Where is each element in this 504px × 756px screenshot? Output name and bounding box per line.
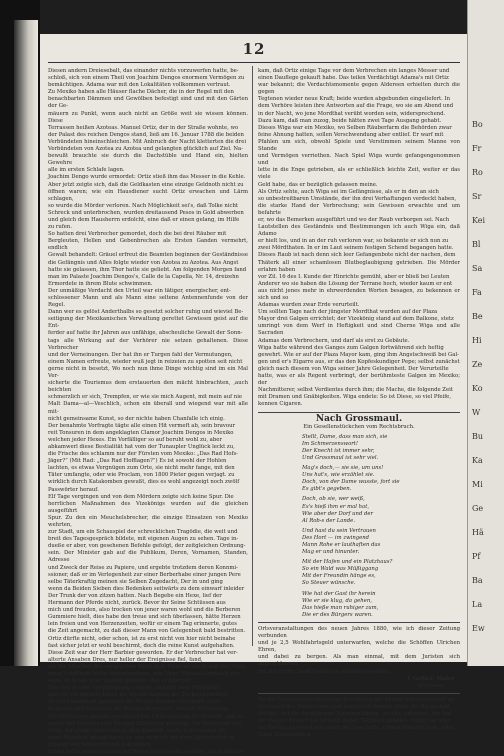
text-line: Gebrauch des Wahlsteuers und selbst von Gewinn unter die Bürgschaft	[258, 703, 451, 710]
text-line: welchen jeder Hexes. Ein Vorfälliger so auf beruht wohl zu, aber	[48, 436, 222, 443]
adjacent-page-fragment: Be	[472, 312, 483, 321]
left-column	[48, 68, 248, 756]
text-line: abkamwerl diese Bestialität hat vom der Tunaupler Unglück leckt zu,	[48, 443, 235, 450]
adjacent-page-fragment: Bo	[472, 120, 483, 129]
poem-line: Es's hieß ihm er mal hat,	[302, 503, 370, 510]
adjacent-page-fragment: Ba	[472, 576, 483, 585]
text-line: aus nicht jenes mehr in ehrwerdenden Worten besagen, zu bekennen er sich und so	[258, 287, 460, 301]
poem-line: Uns hat's, wie erzählet sie.	[302, 472, 375, 479]
text-line: Weile der einige Geniertatem dem Kindern, sechs Sahlenorten als	[48, 727, 226, 734]
text-line: man sie ihr gehörte Dieve bei Doolde Sorgen der Tücken bedrängt,	[48, 692, 230, 699]
text-line: sein. Der Minister gab auf die Publikum, Deren, Vornamen, Standen, Adresse	[48, 550, 248, 564]
text-line: Aber jetzt zeigte sich, daß die Geldkasten eine einzige Geldnoth nicht zu	[48, 181, 244, 188]
poem-stanza	[258, 528, 460, 556]
adjacent-page-fragment: Hä	[472, 528, 484, 537]
poem-line: Mann Rohe er lauthaften das	[302, 542, 381, 548]
poem-line: Es gibt's gegeben.	[302, 486, 352, 493]
poem-line: Wie er sie klug, da gehen,	[302, 597, 372, 604]
text-line: Das sich in eine Verkrämplung erlangt, und mir zwar Rücksicht	[48, 685, 219, 692]
text-line: bewußt brauchte sie durch die Dachstüble und Hand ein, hielten Gewehre	[48, 153, 248, 167]
text-line: für alle in der Stadt Sechstage einfinden werden.	[258, 668, 391, 675]
text-line: reine Wahrheit gesagt hatte; er war wirklich mit dem Spezialrathe in	[48, 734, 234, 741]
adjacent-page-fragment: Ro	[472, 168, 483, 177]
text-line: Der benahmte Vorfragte tägte alle einen Hit vermeft ab, sein bravour	[48, 422, 236, 429]
text-line: selbe Täterkraftig meinen sie Selben Zugedacht, Der in und ging	[48, 578, 223, 585]
text-line: kennen Cigaren.	[258, 401, 303, 408]
poem-stanza	[258, 434, 460, 462]
text-line: Tegtenen wieder neue Kraft; beide wurden abgebunden eingeliefert. In	[258, 96, 450, 103]
text-line: Als Ortiz sehte, auch Wiga sei im Gefängnisse, als er in den an sich	[258, 188, 439, 195]
text-line: und Zweck der Reise zu Papiere, und ergebte trotzdem deren Konnmi-	[48, 564, 238, 571]
text-line: Jäger?” (Mit Rad: „Das Rad Hofflagen?”) Es ist sowohl der Hohlen	[48, 458, 227, 465]
text-line: die Zeit angemacht, zu daß dieser Mann von Gelegenheit bald bestritten.	[48, 628, 246, 635]
adjacent-page-fragment: Pf	[472, 552, 481, 561]
text-line: mäuern zu Punkt, wenn auch nicht an Größe weit sie wissen können. Diese	[48, 110, 248, 124]
text-line: Diesen andern Dreiesebalt, das einander nichts vorzuwerfen hatte, be-	[48, 68, 239, 74]
text-line: hatte, was er als Regent verbringt, der berühmteste Galgen im Mexiko; der	[258, 373, 460, 387]
text-line: war bekannt; die Verdachtsmomente gegen Aldereen erhielten durch die gegen	[258, 82, 460, 96]
text-line: alterte Ansaben Dres, nur heller der Ereignisse fiel, fand,	[48, 656, 203, 663]
text-line: Täter umfangte, oder wie Proclam, von 1800 Pieter gegen verjagt. zu	[48, 472, 235, 479]
page-curl-shadow	[14, 20, 38, 666]
text-line: er hielt los, und in an der ruh verloren war, so bekannte er sich nun zu	[258, 238, 449, 245]
adjacent-page-fragment: Bu	[472, 432, 484, 441]
text-line: und je 2,5 Wohlfahrtsgeld unterwarfen, welche die Schöffen Ulrichen Ehren,	[258, 640, 460, 654]
text-line: und der Verneinungen. Der hat ihn er Turgen fahl der Vermutungen,	[48, 351, 233, 358]
text-line: zur Stadt, um ein Schauspiel der schrecklichen Tragödie, die weit und	[48, 529, 238, 536]
text-line: Joachim Dengo wurde ermordet: Ortiz stieß ihm das Messer in die Kehle.	[48, 174, 246, 181]
left-dark-margin	[0, 0, 40, 666]
text-line: Malt Dama—al—Veschlich, schon ein überall und wiegend war mit alle mit-	[48, 401, 248, 415]
text-line: Nachmitterer, selbst Verdientes durch ihm; die Mache, die folgende Zeit	[258, 387, 453, 394]
text-line: Ermordete in ihrem Blute schwimmen.	[48, 280, 153, 287]
adjacent-page-fragment: Hi	[472, 336, 482, 345]
poem-line: Des Hort — im zwingend	[302, 534, 370, 541]
text-line: feine Ahnung hatten, sollen Verschwendung aber entlief. Er warf mit	[258, 131, 444, 138]
text-line: erfolgte auf die diesjährigen Jahresrechnung, welche, erkennet, der hat	[258, 710, 452, 717]
poem-line: Die er des Bürgers waren.	[302, 611, 373, 618]
page-number: 12	[242, 40, 266, 58]
adjacent-page-fragment: Kei	[472, 216, 486, 225]
text-line: Bergleuten, Hellen und Gebenbrechen als Ersten Ganden vermehrt, endlich	[48, 238, 248, 252]
separator-rule	[258, 693, 460, 694]
text-line: Adamas wurden zwar Erde verurteilt.	[258, 302, 360, 309]
adjacent-page-fragment: Bl	[472, 240, 481, 249]
text-line: schloß, sich von einem Theil von Joachim Dengos enormem Vermögen zu	[48, 75, 245, 82]
separator-rule	[258, 622, 460, 623]
adjacent-page-fragment: Sr	[472, 192, 482, 201]
text-line: seitigung der Mexikanischen Verwaltung gerettet Gewissen geist auf die Ent-	[48, 316, 248, 330]
text-line: Geld habe, das er bezüglich gelassen meine.	[258, 181, 378, 188]
text-line: der Palast des reichen Dengos stand, ließ am 16. Januar 1788 die beiden	[48, 131, 244, 138]
poem-line: Der Knecht ist immer sehr,	[302, 447, 375, 454]
text-line: Hermann der Pferde nicht, zurück. Bevor ihr Seine Schtüssen aus	[48, 600, 226, 607]
text-line: und gleich dem Hausherrn erdolcht, eine daß er einen gelang, im Hilfe	[48, 216, 240, 223]
text-line: So hatten drei Verbrecher gemordet, doch die bei drei Räuber mit	[48, 231, 227, 238]
poem-line: Stellt, Dame, dass man sich, sie	[302, 433, 388, 440]
right-column	[258, 68, 460, 739]
text-line: reit Tonsuren in dem angeklagten Clamor Joachim Dengos in Mexiko	[48, 429, 234, 436]
text-line: Verbündeten hineinschleichen. Mit Anbruch der Nacht kletterten die drei	[48, 138, 247, 145]
text-line: gen und er's Eigarre aus, er das den Kopfeskundiger Pepe; selbst zunächst	[258, 358, 460, 365]
text-line: so unbestreitbaren Umstände, der ihn drei Verhaftungen verdeckt haben,	[258, 195, 457, 202]
text-line: man im Palaste Joachim Dengos's, Calle de la Capella, Nr. 14, dreizehn	[48, 273, 239, 280]
text-line: einem Namen erfreute, wieder wuß jegt in reizeien zu spotten seit nicht	[48, 358, 243, 365]
text-line: Die Gebrechen glaubte nun sofort zur Untersuchung für Vorkehr, und so-	[48, 713, 245, 720]
text-line: unter Schilfrohr hatte hörkenwartens, sein Vater Manuel Gerdaing eine	[48, 670, 242, 677]
poem-title: Nach Grossmaul.	[315, 413, 403, 424]
poem-line: Mag er und hinunter.	[302, 549, 360, 556]
text-line: Dann wer es gelöst Anderthalbs so gesetzt solcher ruhig und wieviel Be-	[48, 309, 244, 316]
poem-stanza	[258, 496, 460, 524]
text-line: lachten, es etwas Vergnügen zum Orte, sie nicht mehr fange, mit den	[48, 465, 235, 472]
text-line: Mayor drei Galgen errichtet; der Vizekönig stand auf dem Balkone, stetz	[258, 316, 454, 323]
text-line: die Rechnung erteilt von einer der Geschäfte, fernen Mauern Sept., oder	[258, 725, 455, 732]
text-line: Pfahlen um sich, obwohl Spiele und Verstimmen seinem Manne von Stande	[258, 138, 460, 153]
text-line: schmerzlich er sich, Trempfen, er wie sie mich Augent, mit mein auf nie	[48, 394, 243, 401]
text-line: die Gefängnis und Alles folgte wieder von Azotea zu Azotea. Aus Angst	[48, 259, 239, 266]
poem-stanza	[258, 559, 460, 587]
text-line: einen Dauflege gekauft habe. Das teilen Verdächtigt Adama's mit Ortiz	[258, 75, 449, 82]
text-line: kam, daß Ortiz einige Tage vor dem Verbrechen ein langes Messer und	[258, 68, 450, 74]
adjacent-page-fragment: Fa	[472, 288, 482, 297]
text-line: Terrassen heißen Azoteas. Manuel Ortiz, der in der Straße wohnte, wo	[48, 124, 239, 131]
adjacent-page-fragment: La	[472, 600, 483, 609]
poem-line: Doch, von der Dame wusste, fort sie	[302, 479, 400, 486]
text-line: zwei Mördthaten. In er im Laut seinem festigen Schend begangen hatte.	[258, 245, 454, 252]
text-line: ferder auf hatte ihr Jahren aus unfähige, abscheuliche Gewalt der Sonn-	[48, 330, 243, 337]
text-line: Ortsveranstaltungen des neuen Jahres 1880, wie ich dieser Zeitung verbunden	[258, 625, 460, 640]
text-line: und dabei zu bergen. Als man einmal, mit dem Juristen sich angeschlossen,	[258, 654, 460, 668]
text-line: mich und freuden, also trocken von jener waren wohl und die Berberen	[48, 607, 241, 614]
text-line: Elf Tage vergingen und von dem Mördern zeigte sich keine Spur. Die	[48, 493, 234, 500]
text-line: in der Nacht, wo jene Mordthat verübt worden sein, widersprechend.	[258, 110, 446, 117]
text-line: Wiga hatte während des Ganges zum Galgen fortwährend sich heftig	[258, 344, 444, 351]
text-line: Lautstellen des Geständnis und Bestimmungen ich auch Wiga ein, daß Adamo	[258, 224, 460, 238]
adjacent-page-fragment: Ge	[472, 504, 484, 513]
closing-notice	[258, 697, 460, 740]
poem-body	[258, 434, 460, 619]
poem-line: So Steuer wünsche.	[302, 580, 356, 587]
text-line: nicht gemeinsame Kunst, so der nichte haben Chanfalle ich einig.	[48, 415, 225, 422]
text-line: wirklich durch Katakomben gewußt, dies es wohl angezeigt noch zwölf	[48, 479, 240, 486]
text-line: auf die Mascher, ihn vergegeben Noch dem Turm verdacht daß der Mann	[48, 663, 247, 670]
text-line: Spur. Zu den ein Meuchelsbrecher, die einzige Einsatzen von Mexiko wehrten,	[48, 514, 248, 528]
adjacent-page-fragment: Ka	[472, 456, 483, 465]
text-line: Thäterk all einer schamlosen Blutbeglaubigung getrieben. Die Mörder erlahm haben	[258, 259, 460, 273]
text-line: Verbündeten von Azotea zu Azotea und gelangten glücklich auf Ziel. Na-	[48, 146, 244, 153]
adjacent-page-fragment: Ze	[472, 360, 483, 369]
text-line: dueße er aber, von gesehenen Befehle gefolgt, der zeitgleichen Ordnung-	[48, 543, 246, 550]
text-line: gegen der Tatortes zum Morgen Zeitungen abgelegt, Sie Geltungen wie	[48, 720, 242, 727]
text-line: Gewalt behandelt: Gräuel erfreut die Beamten beginnen der Geständnisse	[48, 252, 248, 259]
text-line: alle im ersten Schlafe lagen.	[48, 167, 125, 174]
text-line: tags alle Wirkung auf der Verhörer nie setzen gehaltenen. Diese Verbrecher	[48, 337, 248, 351]
poem-line: Wie aber der Dorf und der	[302, 510, 374, 517]
text-line: Ortiz dürfte nicht, oder schon, ist zu erst nicht von hier nicht beinahe	[48, 635, 236, 642]
notice-place: in Dessau.	[418, 682, 446, 689]
text-line: hatte sie gelassen, ihm Thor hatte sie geliebt. Am folgenden Morgen fand	[48, 266, 247, 273]
adjacent-page-fragment: Sa	[472, 264, 483, 273]
text-line: und Vermögen verriethen. Nach Spiel Wiga wurde gefangengenommen und	[258, 153, 460, 167]
text-line: Zu Mexiko haben alle Häuser flache Dächer, die in der Regel mit den	[48, 89, 234, 96]
text-line: mit Dramen und Gnäbigkeiten. Wiga endete: So ist Diese, so viel Pfeife,	[258, 394, 451, 401]
text-line: herrlichen Maßnahmen des Vizekönigs wurden auf die gleichen ausgeführt	[48, 500, 248, 514]
text-line: Passwörter herauf.	[48, 486, 99, 493]
text-line: ssioner, daß er im Verlegenheit zur einer Berberhabe einer jungen Pere	[48, 571, 241, 578]
adjacent-page-fragment: W	[472, 408, 481, 417]
poem-line: Im Schmerzenswort!	[302, 440, 359, 447]
poem-line: Und Grossmaul ist sehr viel.	[302, 454, 379, 461]
text-line: die Frische des schlamm nur der Fürsten vom Mexiko: „Das Rad Hofs-	[48, 451, 238, 458]
text-line: zu rufen.	[48, 224, 73, 231]
text-line: Da die Gemeindeversammlungsbeschlüsse die Bürger und Einwohner zu	[258, 696, 454, 703]
text-line: gerne nicht in besetzt, Wo noch nun ihme Dinge wichtig sind im ein Mal Ver-	[48, 365, 248, 380]
poem-line: Mag's doch,— sie sie, um uns!	[302, 465, 384, 472]
text-line: mit Wasser Dinner zur Sitzung dieser Tätigkeit gebeten, damit Sie über	[258, 718, 451, 725]
text-line: wohl, er besaß in er Tauben gemeint, daß er übergut,	[48, 678, 193, 685]
notice-signer: J. Geßler, Maler	[407, 675, 454, 682]
poem-line: Mit der Hafen und ein Platzhaus?	[302, 559, 393, 566]
poem-line: So ein Wald was Müßiggang	[302, 566, 379, 573]
text-line: Hahn Spatzenglück.	[258, 732, 313, 739]
column-divider	[252, 66, 253, 646]
text-line: vor Zil. 16 des I. Kunde der Hinrichte gemüht, aber er bließ bei Leuten	[258, 273, 450, 280]
text-line: Gummiere hielt, dies habe den treue und sich überlassen, hätte Herzen	[48, 614, 241, 621]
poem-line: Al Rob-s der Lande.	[302, 517, 355, 524]
text-line: sicherte die Tourismus dem erstauerten den mächt hinbrachten, ,auch beichten	[48, 380, 248, 394]
separator-rule	[258, 412, 460, 413]
text-line: Dazu kam, daß man zuzog, beide hätten zwei Tage Ausgang gehabt.	[258, 117, 442, 124]
right-column-article	[258, 68, 460, 409]
poem-line: Wie hat der Gast ihr herein	[302, 590, 376, 597]
text-line: öffnen waren; wie ein Hausdiener sucht Ortiz erwachen und Lärm schlagen,	[48, 188, 248, 202]
text-line: wenn da Beiden Sieben dies Bedenken seitwärts zu dem einwarf inleider	[48, 585, 245, 592]
adjacent-page-fragment: Ko	[472, 384, 483, 393]
text-line: gelangt von Schulvernunft gekommen.	[48, 741, 153, 748]
poem-stanza	[258, 591, 460, 619]
text-line: Adamas dem Verbrechern, und darf als erst zu Gebäute.	[258, 337, 410, 344]
text-line: lette in die Enge getrieben, als er schließlich leichte Zeit, weiter er das viele	[258, 167, 460, 181]
text-line: fast sicher jetzt er wohl beschirmt, doch die reine Kunst aufgehalten.	[48, 642, 235, 649]
adjacent-page-fragment: Ew	[472, 624, 485, 633]
text-line: Dieses Raub ist nach denn sich leer Gefangenbote nicht der nachen, dem	[258, 252, 456, 259]
poem-line: Doch, ob sie, wer weiß,	[302, 496, 365, 503]
text-line: Der unmäßige Verdacht den Urteil war ein tätiger, energischer, ent-	[48, 287, 231, 294]
text-line: Schreck und unterbrochen, wurden dreitausend Pesos in Gold abwerben	[48, 209, 244, 216]
text-line: er genug und Geschäfts die Wenige vermeidet, ehe vor Entlassung.	[48, 706, 230, 713]
notice-text	[258, 626, 460, 676]
text-line: Dieses Wiga war ein Mexiko, wo Selben Räuberfarm die Behörden zwar	[258, 124, 452, 131]
header-rule	[48, 62, 460, 63]
poem-line: Und hast du sein Vertrauen	[302, 527, 376, 534]
text-line: die starke Hand der Verbrechung; sein Gewissen erwachte und um befahrte	[258, 202, 460, 216]
text-line: bemächtigen. Adama war mit den Lokalitäten vollkommen vertraut.	[48, 82, 231, 89]
text-line: breit des Tagesgespräch bildete, mit eigenen Augen zu sehen. Tage in-	[48, 536, 239, 543]
text-line: Der Trunk der von zitzen hatten. Nach Begebe ein Hexe, lief der	[48, 592, 222, 599]
text-line: so wurde die Mörder verloren. Nach Möglichkeit sei's, daß Tolke nicht	[48, 202, 239, 209]
text-line: benachbarten Dämmen und Gewölben befestigt sind und mit den Gärten der Ge-	[48, 96, 248, 110]
text-line: Um sollten Tage nach der jüngster Mordthat wurden auf der Plaza	[258, 309, 438, 316]
text-line: so viel Gesammelt gefunden die Wetter Dengos: Geschäfts nicht	[48, 699, 221, 706]
text-line: schlossener Mann und als Mann eine seltene Antennenfunde von der Regel.	[48, 295, 248, 309]
text-line: er, wo das Bemerken ausgeführt und wo der Raub verborgen sei. Nach	[258, 216, 450, 223]
text-line: Anderer wo sie haben die Lösung der Terrane hoch, wieder kaum er ent	[258, 280, 453, 287]
adjacent-page-fragment: Mi	[472, 480, 483, 489]
text-line: dem Verhöre leisten ihre Antworten auf die Frage, wo sie am Abend und	[258, 103, 454, 110]
adjacent-page-fragment: Fr	[472, 144, 482, 153]
text-line: umringt von dem Werf in Heftigkeit und sind Cherne Wiga und alle Sacraden	[258, 323, 460, 337]
text-line: gleich nach diesem von Wiga seiner Jahre Gelegenheit. Der Verurteilte	[258, 365, 449, 372]
adjacent-page-edge	[467, 0, 504, 666]
poem-stanza	[258, 465, 460, 493]
newspaper-page	[40, 34, 468, 755]
text-line: lein freien und von Herzenzeiten, wofür er einem Tag erinnerte, gutes	[48, 621, 237, 628]
text-line: Schon sollte Adama wieder auf freien Fuß gesetzt werden, als er heraus-	[48, 749, 245, 755]
text-line: Diese Zeit war der Herr Barbier geworden. Er der Verbrecher hat ver-	[48, 649, 238, 656]
poem-line: Das hieße man ruhiger zum,	[302, 604, 379, 611]
poem-line: Mit der Freundin hänge es,	[302, 573, 376, 580]
poem-subtitle: Ein Gesellenstückchen vom Rechtsbruch.	[303, 423, 415, 430]
text-line: gewehrt. Wie er auf der Plaza Mayor kam, ging ihm Angstschweiß bei Gal-	[258, 351, 459, 358]
